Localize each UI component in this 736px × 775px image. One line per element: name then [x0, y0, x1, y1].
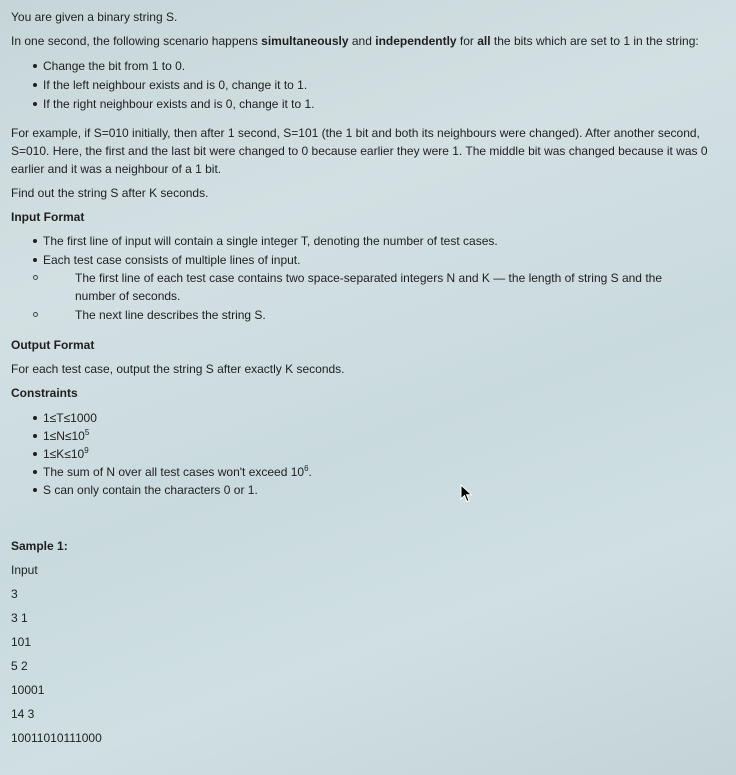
constraint-base: 1≤N≤10 — [43, 429, 85, 443]
scenario-text — [11, 32, 726, 50]
sample-heading: Sample 1: — [11, 539, 68, 553]
list-item: If the right neighbour exists and is 0, change it to 1. — [11, 95, 726, 113]
sample-input-block — [11, 561, 102, 753]
sublist-item: The next line describes the string S. — [11, 306, 725, 324]
list-item: The first line of input will contain a single integer T, denoting the number of test cases. — [11, 232, 726, 250]
intro-text: You are given a binary string S. — [11, 10, 178, 24]
sublist-item: The first line of each test case contains two space-separated integers N and K — the length of string S and the number of seconds. — [11, 269, 685, 305]
sample-line: 101 — [11, 635, 32, 649]
scenario-mid1: and — [348, 34, 376, 48]
sample-line: 3 — [11, 587, 18, 601]
constraint-item — [11, 445, 726, 463]
scenario-bold-all: all — [477, 34, 491, 48]
find-text: Find out the string S after K seconds. — [11, 186, 209, 200]
output-format-text: For each test case, output the string S after exactly K seconds. — [11, 362, 345, 376]
sample-line: 14 3 — [11, 707, 35, 721]
constraint-item: 1≤T≤1000 — [11, 409, 726, 427]
sample-input-label: Input — [11, 563, 38, 577]
scenario-post: the bits which are set to 1 in the string: — [490, 34, 699, 48]
input-format-list — [11, 232, 726, 324]
list-item: Change the bit from 1 to 0. — [11, 57, 726, 75]
constraints-heading: Constraints — [11, 386, 78, 400]
scenario-list — [11, 57, 726, 113]
sample-line: 3 1 — [11, 611, 28, 625]
example-text: For example, if S=010 initially, then after 1 second, S=101 (the 1 bit and both its neighbours were changed). After another second, S=010. Here, the first and the last bit were changed to 0 because earlier they were 1. The middle bit was changed because it was 0 earlier and it was a neighbour of a 1 bit. — [11, 126, 708, 176]
constraint-item — [11, 427, 726, 445]
output-format-heading: Output Format — [11, 338, 95, 352]
mouse-cursor-icon — [460, 484, 474, 504]
sample-line: 5 2 — [11, 659, 28, 673]
input-format-heading: Input Format — [11, 210, 85, 224]
scenario-bold-independently: independently — [375, 34, 457, 48]
list-item — [11, 251, 726, 324]
constraint-text-end: . — [308, 465, 312, 479]
sample-line: 10001 — [11, 683, 45, 697]
constraint-item: S can only contain the characters 0 or 1. — [11, 481, 726, 499]
input-format-sublist — [11, 269, 726, 324]
sample-line: 10011010111000 — [11, 731, 102, 745]
list-item-text: Each test case consists of multiple lines of input. — [43, 253, 301, 267]
scenario-bold-simultaneously: simultaneously — [261, 34, 349, 48]
constraints-list — [11, 409, 726, 499]
constraint-exponent: 9 — [84, 446, 89, 455]
list-item: If the left neighbour exists and is 0, change it to 1. — [11, 76, 726, 94]
constraint-text: The sum of N over all test cases won't exceed 10 — [43, 465, 305, 479]
constraint-item — [11, 463, 726, 481]
constraint-exponent: 6 — [304, 464, 309, 473]
constraint-base: 1≤K≤10 — [43, 447, 85, 461]
scenario-pre: In one second, the following scenario happens — [11, 34, 262, 48]
constraint-exponent: 5 — [84, 428, 90, 437]
scenario-mid2: for — [456, 34, 478, 48]
